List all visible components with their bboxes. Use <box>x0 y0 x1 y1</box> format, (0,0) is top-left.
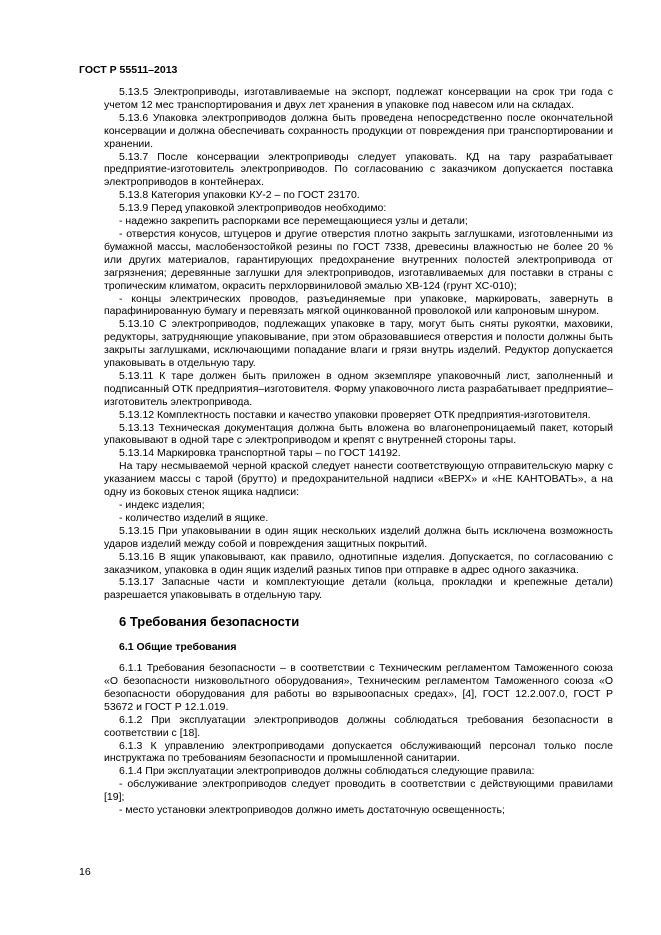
subsection-title: 6.1 Общие требования <box>119 641 237 654</box>
paragraph: 5.13.12 Комплектность поставки и качество упаковки проверяет ОТК предприятия-изготовителя. <box>119 408 591 421</box>
list-item: - обслуживание электроприводов следует проводить в соответствии с действующими правилами [19]; <box>104 778 613 804</box>
paragraph: 6.1.3 К управлению электроприводами допускается обслуживающий персонал только после инструктажа по требованиям безопасности и промышленной санитарии. <box>104 739 613 765</box>
list-item: - место установки электроприводов должно иметь достаточную освещенность; <box>119 804 505 817</box>
section-title: 6 Требования безопасности <box>119 614 300 630</box>
list-item: - надежно закрепить распорками все перемещающиеся узлы и детали; <box>119 215 468 228</box>
paragraph: 5.13.10 С электроприводов, подлежащих упаковке в тару, могут быть сняты рукоятки, маховики, редукторы, затрудняющие упаковывание, при этом образовавшиеся отверстия и полости должны быть закрыты заглушками, исключающими попадание влаги и грязи внутрь изделий. Редуктор допускается упаковывать в отдельную тару. <box>104 318 613 370</box>
document-header: ГОСТ Р 55511–2013 <box>79 64 178 76</box>
paragraph: 5.13.8 Категория упаковки КУ-2 – по ГОСТ 23170. <box>119 189 360 202</box>
paragraph: На тару несмываемой черной краской следует нанести соответствующую отправительскую марку с указанием массы с тарой (брутто) и предохранительной надписи «ВЕРХ» и «НЕ КАНТОВАТЬ», а на одну из боковых стенок ящика надписи: <box>104 460 613 499</box>
paragraph: 5.13.5 Электроприводы, изготавливаемые на экспорт, подлежат консервации на срок три года с учетом 12 мес транспортирования и двух лет хранения в упаковке под навесом или на складах. <box>104 86 613 111</box>
paragraph: 5.13.6 Упаковка электроприводов должна быть проведена непосредственно после окончательной консервации и должна обеспечивать сохранность продукции от повреждения при транспортировании и хранении. <box>104 111 613 150</box>
list-item: - концы электрических проводов, разъединяемые при упаковке, маркировать, завернуть в парафинированную бумагу и перевязать мягкой оцинкованной проволокой или капроновым шнуром. <box>104 292 613 318</box>
list-item: - отверстия конусов, штуцеров и другие отверстия плотно закрыть заглушками, изготовленными из бумажной массы, маслобензостойкой резины по ГОСТ 7338, древесины влажностью не более 20 % или других материалов, гарантирующих предохранение внутренних полостей электропривода от загрязнения; деревянные заглушки для электроприводов, изготавливаемых для поставки в страны с тропическим климатом, окрасить перхлорвиниловой эмалью ХВ-124 (грунт ХС-010); <box>104 227 613 292</box>
list-item: - количество изделий в ящике. <box>119 511 269 524</box>
paragraph: 5.13.7 После консервации электроприводы следует упаковать. КД на тару разрабатывает предприятие-изготовитель электроприводов. По согласованию с заказчиком допускается поставка электроприводов в контейнерах. <box>104 150 613 189</box>
paragraph: 5.13.16 В ящик упаковывают, как правило, однотипные изделия. Допускается, по согласованию с заказчиком, упаковка в один ящик изделий разных типов при отправке в адрес одного заказчика. <box>104 550 613 576</box>
paragraph: 6.1.1 Требования безопасности – в соответствии с Техническим регламентом Таможенного союза «О безопасности низковольтного оборудования», Техническим регламентом Таможенного союза «О безопасности оборудования для работы во взрывоопасных средах», [4], ГОСТ 12.2.007.0, ГОСТ Р 53672 и ГОСТ Р 12.1.019. <box>104 662 613 713</box>
paragraph: 5.13.11 К таре должен быть приложен в одном экземпляре упаковочный лист, заполненный и подписанный ОТК предприятия–изготовителя. Форму упаковочного листа разрабатывает предприятие–изготовитель электропривода. <box>104 369 613 408</box>
list-item: - индекс изделия; <box>119 499 205 511</box>
paragraph: 5.13.14 Маркировка транспортной тары – по ГОСТ 14192. <box>119 447 401 460</box>
paragraph: 6.1.2 При эксплуатации электроприводов должны соблюдаться требования безопасности в соответствии с [18]. <box>104 713 613 739</box>
paragraph: 6.1.4 При эксплуатации электроприводов должны соблюдаться следующие правила: <box>119 765 535 778</box>
paragraph: 5.13.15 При упаковывании в один ящик нескольких изделий должна быть исключена возможность ударов изделий между собой и повреждения защитных покрытий. <box>104 524 613 550</box>
document-body <box>104 86 613 817</box>
page-number: 16 <box>79 866 91 878</box>
paragraph: 5.13.13 Техническая документация должна быть вложена во влагонепроницаемый пакет, который упаковывают в одной таре с электроприводом и крепят с внутренней стороны тары. <box>104 421 613 447</box>
paragraph: 5.13.17 Запасные части и комплектующие детали (кольца, прокладки и крепежные детали) разрешается упаковывать в отдельную тару. <box>104 576 613 602</box>
paragraph: 5.13.9 Перед упаковкой электроприводов необходимо: <box>119 202 387 215</box>
